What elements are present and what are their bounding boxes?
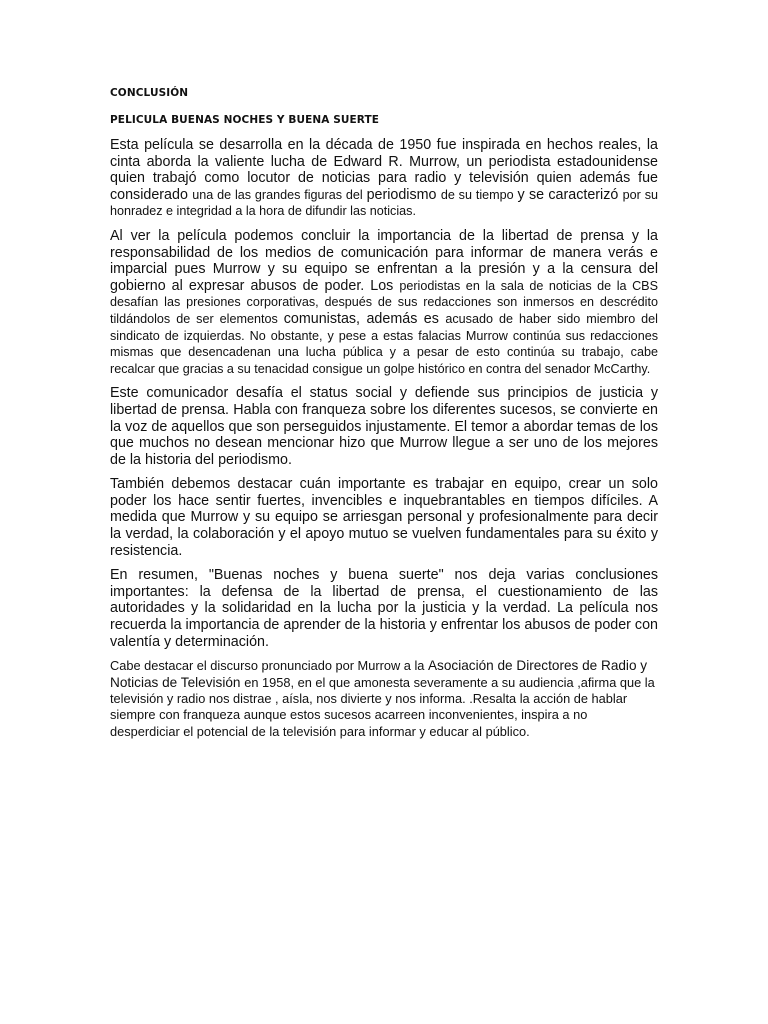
paragraph-text: Este comunicador desafía el status social y defiende sus principios de justicia y libertad de prensa. Habla con franqueza sobre los diferentes sucesos, se convierte en la voz de aquellos que son perseguidos injustamente. El temor a abordar temas de los que muchos no desean mencionar hizo que Murrow llegue a ser uno de los mejores de la historia del periodismo.	[110, 385, 658, 468]
paragraph-text: Cabe destacar el discurso pronunciado por Murrow a la	[110, 658, 428, 674]
paragraph-text: comunistas, además es	[283, 310, 446, 327]
paragraph-3	[110, 385, 658, 468]
paragraph-text: acusado de haber sido miembro del sindicato de izquierdas. No obstante, y pese a estas falacias Murrow continúa sus redacciones mismas que desencadenan una lucha pública y a pesar de esto continúa su trabajo, cabe recalcar que gracias a su tenacidad consigue un golpe histórico en contra del senador McCarthy.	[110, 311, 658, 376]
paragraph-text: en 1958, en el que amonesta severamente a su audiencia ,afirma que la televisión y radio nos distrae , aísla, nos divierte y nos informa. .Resalta la acción de hablar siempre con franqueza aunque estos sucesos acarreen inconvenientes, inspira a no desperdiciar el potencial de la televisión para informar y educar al público.	[110, 674, 655, 739]
document-body	[110, 86, 658, 748]
paragraph-text: una de las grandes figuras del	[192, 187, 367, 202]
movie-title-heading: PELICULA BUENAS NOCHES Y BUENA SUERTE	[110, 114, 380, 126]
paragraph-text: de su tiempo	[440, 187, 518, 202]
paragraph-text: Asociación de Directores de Radio y Noticias de Televisión	[110, 658, 648, 690]
paragraph-text: También debemos destacar cuán importante es trabajar en equipo, crear un solo poder los hace sentir fuertes, invencibles e inquebrantables en tiempos difíciles. A medida que Murrow y su equipo se arriesgan personal y profesionalmente para decir la verdad, la colaboración y el apoyo mutuo se vuelven fundamentales para su éxito y resistencia.	[110, 476, 658, 559]
paragraph-text: periodismo	[366, 186, 441, 203]
paragraph-text: periodistas en la sala de noticias de la CBS desafían las presiones corporativas, después de sus redacciones son inmersos en descrédito tildándolos de ser elementos	[110, 278, 658, 326]
paragraph-text: y se caracterizó	[517, 186, 623, 203]
paragraph-text: Al ver la película podemos concluir la importancia de la libertad de prensa y la responsabilidad de los medios de comunicación para informar de manera verás e imparcial pues Murrow y su equipo se enfrentan a la presión y a la censura del gobierno al expresar abusos de poder. Los	[110, 227, 658, 294]
paragraph-5	[110, 567, 658, 650]
closing-paragraph	[110, 658, 658, 740]
paragraph-4	[110, 476, 658, 559]
conclusion-heading: CONCLUSIÓN	[110, 87, 189, 99]
paragraph-text: Esta película se desarrolla en la década de 1950 fue inspirada en hechos reales, la cinta aborda la valiente lucha de Edward R. Murrow, un periodista estadounidense quien trabajó como locutor de noticias para radio y televisión quien además fue considerado	[110, 137, 658, 203]
paragraph-2	[110, 228, 658, 377]
paragraph-1	[110, 137, 658, 220]
paragraph-text: por su honradez e integridad a la hora de difundir las noticias.	[110, 187, 658, 219]
paragraph-text: En resumen, "Buenas noches y buena suerte" nos deja varias conclusiones importantes: la defensa de la libertad de prensa, el cuestionamiento de las autoridades y la solidaridad en la lucha por la justicia y la verdad. La película nos recuerda la importancia de aprender de la historia y enfrentar los abusos de poder con valentía y determinación.	[110, 567, 658, 650]
